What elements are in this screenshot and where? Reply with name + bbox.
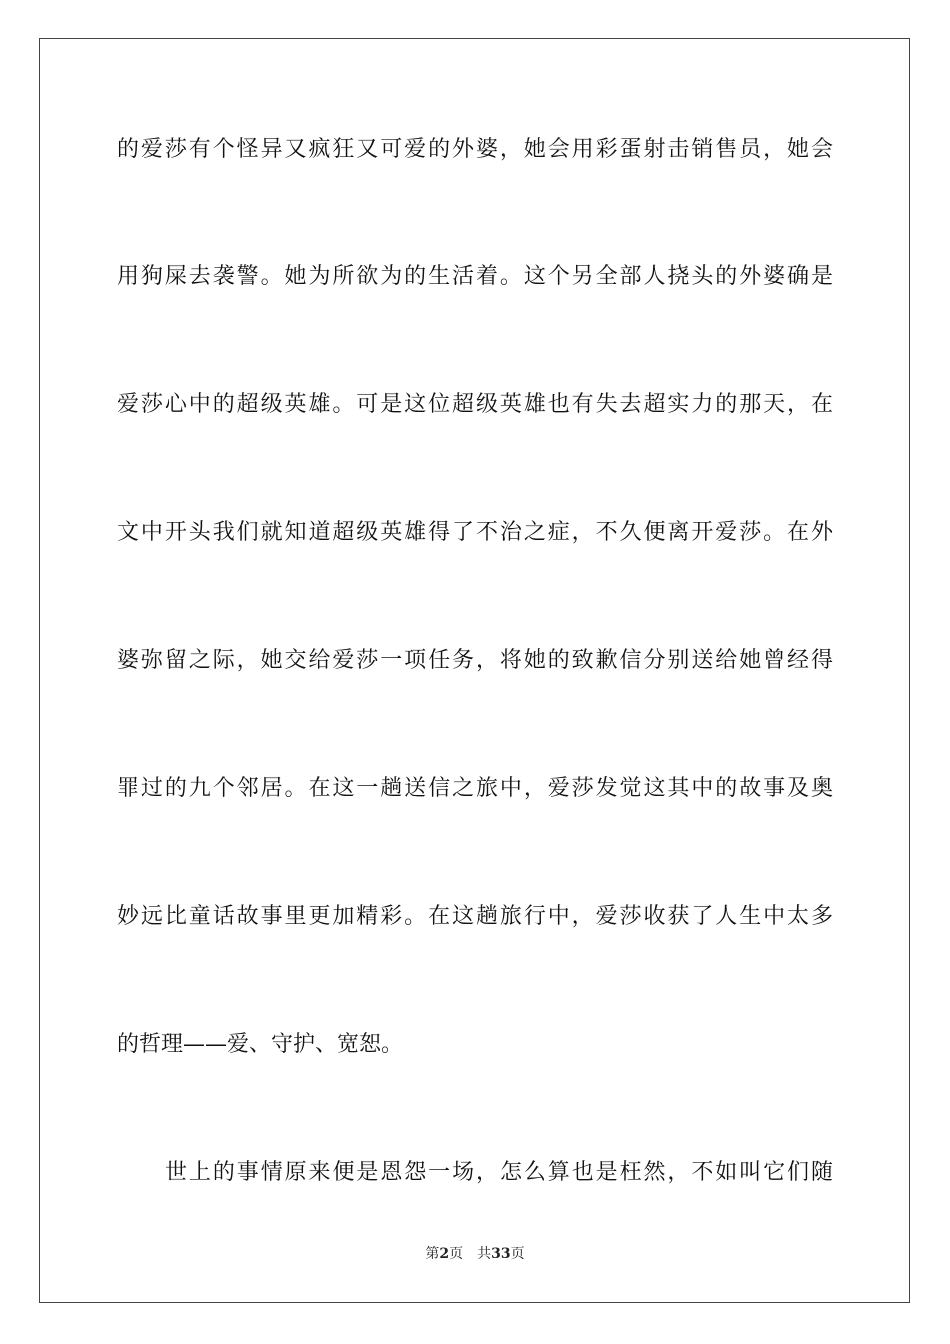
text-line: 文中开头我们就知道超级英雄得了不治之症，不久便离开爱莎。在外 (117, 520, 833, 545)
total-pages: 33 (491, 1246, 511, 1262)
text-line: 罪过的九个邻居。在这一趟送信之旅中，爱莎发觉这其中的故事及奥 (117, 776, 833, 801)
text-line: 用狗屎去袭警。她为所欲为的生活着。这个另全部人挠头的外婆确是 (117, 264, 833, 289)
total-pages-suffix: 页 (510, 1246, 525, 1262)
page-number: 2 (439, 1246, 450, 1262)
page-number-prefix: 第 (425, 1246, 440, 1262)
text-line: 妙远比童话故事里更加精彩。在这趟旅行中，爱莎收获了人生中太多 (117, 904, 833, 929)
text-line: 爱莎心中的超级英雄。可是这位超级英雄也有失去超实力的那天，在 (117, 392, 833, 417)
text-line: 的爱莎有个怪异又疯狂又可爱的外婆，她会用彩蛋射击销售员，她会 (117, 137, 833, 162)
text-line: 世上的事情原来便是恩怨一场，怎么算也是枉然，不如叫它们随 (165, 1160, 833, 1185)
page-number-suffix: 页 (449, 1246, 464, 1262)
total-pages-prefix: 共 (477, 1246, 492, 1262)
text-line: 婆弥留之际，她交给爱莎一项任务，将她的致歉信分别送给她曾经得 (117, 648, 833, 673)
text-line: 的哲理——爱、守护、宽恕。 (117, 1032, 404, 1057)
page-footer (0, 1245, 950, 1263)
